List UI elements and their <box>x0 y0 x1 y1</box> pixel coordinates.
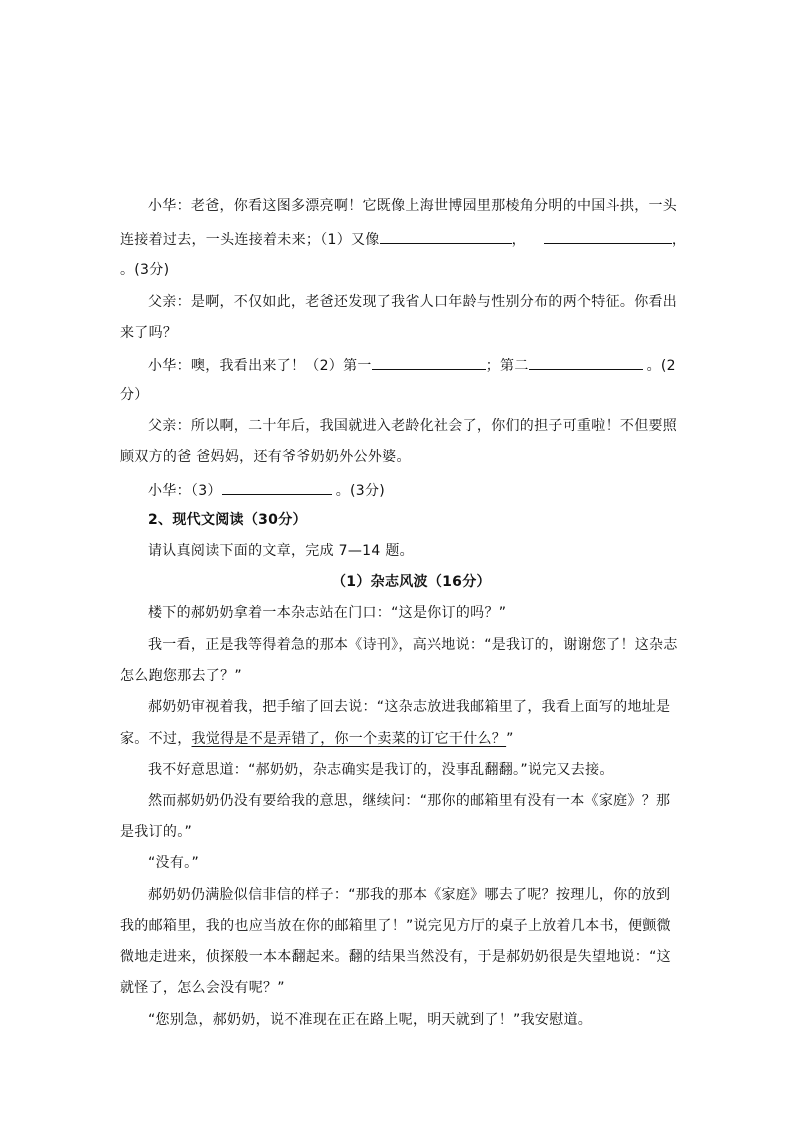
answer-blank[interactable] <box>380 228 512 244</box>
paragraph-line: 我不好意思道：“郝奶奶，杂志确实是我订的，没事乱翻翻。”说完又去接。 <box>148 762 614 778</box>
dialogue-line <box>120 228 686 250</box>
dialogue-line <box>148 479 385 501</box>
text-segment: ， <box>511 232 526 248</box>
text-segment: ；第二 <box>485 358 529 374</box>
paragraph-line: 怎么跑您那去了？” <box>120 668 242 684</box>
text-segment: 连接着过去，一头连接着未来；（1）又像 <box>120 232 380 248</box>
answer-blank[interactable] <box>222 479 332 495</box>
text-segment: 小华：噢，我看出来了！（2）第一 <box>148 358 372 374</box>
paragraph-line: 就怪了，怎么会没有呢？” <box>120 980 285 996</box>
text-segment: 小华：（3） <box>148 483 222 499</box>
text-segment: ” <box>506 731 514 747</box>
text-segment: 家。不过， <box>120 731 192 747</box>
paragraph-line: 微地走进来，侦探般一本本翻起来。翻的结果当然没有，于是郝奶奶很是失望地说：“这 <box>120 949 671 965</box>
dialogue-line: 顾双方的爸 爸妈妈，还有爷爷奶奶外公外婆。 <box>120 449 411 465</box>
paragraph-line: 是我订的。” <box>120 824 193 840</box>
dialogue-line: 。(3分) <box>120 262 170 278</box>
dialogue-line: 来了吗？ <box>120 325 178 341</box>
paragraph-line: 然而郝奶奶仍没有要给我的意思，继续问：“那你的邮箱里有没有一本《家庭》？那 <box>148 793 671 809</box>
section-heading: 2、现代文阅读（30分） <box>148 512 307 528</box>
text-segment: ， <box>671 232 687 248</box>
dialogue-line: 父亲：所以啊，二十年后，我国就进入老龄化社会了，你们的担子可重啦！不但要照 <box>148 418 678 434</box>
article-title: （1）杂志风波（16分） <box>332 574 491 590</box>
paragraph-line: 我的邮箱里，我的也应当放在你的邮箱里了！”说完见方厅的桌子上放着几本书，便颤微 <box>120 918 671 934</box>
paragraph-line: “您别急，郝奶奶，说不准现在正在路上呢，明天就到了！”我安慰道。 <box>148 1012 593 1028</box>
paragraph-line: 郝奶奶审视着我，把手缩了回去说：“这杂志放进我邮箱里了，我看上面写的地址是 <box>148 699 671 715</box>
paragraph-line: 我一看，正是我等得着急的那本《诗刊》，高兴地说：“是我订的，谢谢您了！这杂志 <box>148 637 678 653</box>
answer-blank[interactable] <box>529 354 643 370</box>
answer-blank[interactable] <box>544 228 672 244</box>
paragraph-line: “没有。” <box>148 855 200 871</box>
paragraph-line: 楼下的郝奶奶拿着一本杂志站在门口：“这是你订的吗？” <box>148 605 507 621</box>
dialogue-line: 父亲：是啊，不仅如此，老爸还发现了我省人口年龄与性别分布的两个特征。你看出 <box>148 294 678 310</box>
underlined-sentence: 我觉得是不是弄错了，你一个卖菜的订它干什么？ <box>191 731 507 747</box>
answer-blank[interactable] <box>372 354 486 370</box>
dialogue-line: 小华：老爸，你看这图多漂亮啊！它既像上海世博园里那棱角分明的中国斗拱，一头 <box>148 198 678 214</box>
dialogue-line <box>148 354 676 376</box>
paragraph-line <box>120 729 514 749</box>
text-segment: 。(3分) <box>335 483 386 499</box>
paragraph-line: 郝奶奶仍满脸似信非信的样子：“那我的那本《家庭》哪去了呢？按理儿，你的放到 <box>148 887 671 903</box>
instruction-line: 请认真阅读下面的文章，完成 7—14 题。 <box>148 543 414 559</box>
text-segment: 。(2 <box>646 358 676 374</box>
dialogue-line: 分） <box>120 387 149 403</box>
